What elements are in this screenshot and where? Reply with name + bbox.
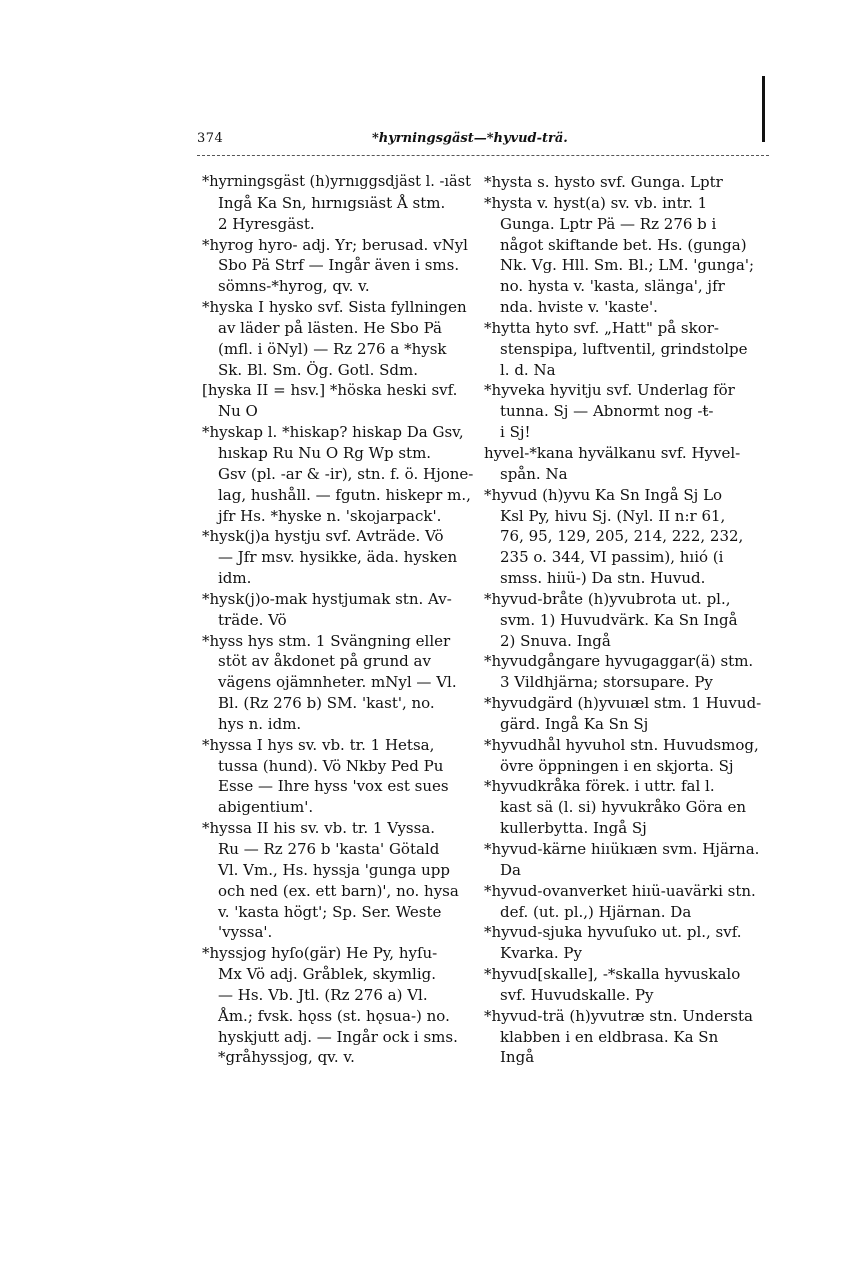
left-continuation-line: 'vyssa'. xyxy=(218,923,273,942)
left-continuation-line: 2 Hyresgäst. xyxy=(218,214,315,233)
right-continuation-line: no. hysta v. 'kasta, slänga', jfr xyxy=(500,277,725,296)
right-continuation-line: Ksl Py, hivu Sj. (Nyl. II n:r 61, xyxy=(500,506,726,525)
left-continuation-line: sömns-*hyrog, qv. v. xyxy=(218,277,370,296)
left-entry-line: [hyska II = hsv.] *höska heski svf. xyxy=(202,381,458,400)
right-continuation-line: 76, 95, 129, 205, 214, 222, 232, xyxy=(500,527,744,546)
right-entry-line: *hytta hyto svf. „Hatt" på skor- xyxy=(484,318,719,337)
left-continuation-line: Bl. (Rz 276 b) SM. 'kast', no. xyxy=(218,694,435,713)
left-continuation-line: och ned (ex. ett barn)', no. hysa xyxy=(218,881,459,900)
right-continuation-line: Nk. Vg. Hll. Sm. Bl.; LM. 'gunga'; xyxy=(500,256,755,275)
right-entry-line: *hyvud-ovanverket hiıü-uavärki stn. xyxy=(484,881,756,900)
right-continuation-line: Da xyxy=(500,860,521,879)
left-continuation-line: träde. Vö xyxy=(218,610,287,629)
page-number: 374 xyxy=(197,131,224,146)
left-continuation-line: (mfl. i öNyl) — Rz 276 a *hysk xyxy=(218,339,447,358)
left-entry-line: *hyss hys stm. 1 Svängning eller xyxy=(202,631,451,650)
right-continuation-line: svm. 1) Huvudvärk. Ka Sn Ingå xyxy=(500,610,738,629)
left-entry-line: *hyssa II his sv. vb. tr. 1 Vyssa. xyxy=(202,819,436,838)
right-entry-line: *hyvudgångare hyvugaggar(ä) stm. xyxy=(484,652,754,671)
right-continuation-line: kast sä (l. si) hyvukråko Göra en xyxy=(500,798,747,817)
left-continuation-line: Nu O xyxy=(218,402,258,421)
right-continuation-line: l. d. Na xyxy=(500,360,556,379)
right-continuation-line: spån. Na xyxy=(500,464,568,483)
right-continuation-line: tunna. Sj — Abnormt nog -ŧ- xyxy=(500,402,714,421)
right-continuation-line: 235 o. 344, VI passim), hıió (i xyxy=(500,548,724,567)
right-continuation-line: kullerbytta. Ingå Sj xyxy=(500,819,647,838)
running-head: *hyrningsgäst—*hyvud-trä. xyxy=(372,131,568,146)
right-column xyxy=(484,172,764,1068)
right-entry-line: *hyvud-trä (h)yvutræ stn. Understa xyxy=(484,1006,753,1025)
right-entry-line: *hyvudhål hyvuhol stn. Huvudsmog, xyxy=(484,735,759,754)
right-continuation-line: nda. hviste v. 'kaste'. xyxy=(500,298,658,317)
left-continuation-line: hıskap Ru Nu O Rg Wp stm. xyxy=(218,443,432,462)
right-continuation-line: Kvarka. Py xyxy=(500,944,582,963)
right-continuation-line: smss. hiıü-) Da stn. Huvud. xyxy=(500,569,706,588)
right-entry-line: *hysta s. hysto svf. Gunga. Lptr xyxy=(484,173,723,191)
header-divider xyxy=(197,155,769,156)
left-continuation-line: Sk. Bl. Sm. Ög. Gotl. Sdm. xyxy=(218,360,418,379)
left-entry-line: *hysk(j)a hystju svf. Avträde. Vö xyxy=(202,527,444,546)
left-continuation-line: vägens ojämnheter. mNyl — Vl. xyxy=(218,673,457,692)
left-continuation-line: av läder på lästen. He Sbo Pä xyxy=(218,318,442,337)
right-continuation-line: gärd. Ingå Ka Sn Sj xyxy=(500,714,649,733)
left-entry-line: *hyrningsgäst (h)yrnıggsdjäst l. -ıäst xyxy=(202,174,471,190)
right-entry-line: *hysta v. hyst(a) sv. vb. intr. 1 xyxy=(484,193,708,212)
left-continuation-line: — Hs. Vb. Jtl. (Rz 276 a) Vl. xyxy=(218,985,428,1004)
right-entry-line: *hyvud (h)yvu Ka Sn Ingå Sj Lo xyxy=(484,485,723,504)
left-entry-line: *hyssjog hyſo(gär) He Py, hyſu- xyxy=(202,944,438,963)
right-continuation-line: 2) Snuva. Ingå xyxy=(500,631,611,650)
left-continuation-line: Esse — Ihre hyss 'vox est sues xyxy=(218,777,449,796)
left-continuation-line: Gsv (pl. -ar & -ir), stn. f. ö. Hjone- xyxy=(218,464,474,483)
right-entry-line: *hyvud-bråte (h)yvubrota ut. pl., xyxy=(484,589,731,608)
left-continuation-line: hys n. idm. xyxy=(218,714,302,733)
left-continuation-line: *gråhyssjog, qv. v. xyxy=(218,1048,355,1067)
left-continuation-line: stöt av åkdonet på grund av xyxy=(218,652,431,671)
right-continuation-line: def. (ut. pl.,) Hjärnan. Da xyxy=(500,902,692,921)
right-entry-line: *hyvud-kärne hiıükıæn svm. Hjärna. xyxy=(484,840,760,858)
right-continuation-line: Gunga. Lptr Pä — Rz 276 b i xyxy=(500,214,717,233)
right-entry-line: *hyveka hyvitju svf. Underlag för xyxy=(484,381,735,400)
right-entry-line: *hyvudgärd (h)yvuıæl stm. 1 Huvud- xyxy=(484,694,762,713)
left-continuation-line: lag, hushåll. — fgutn. hiskepr m., xyxy=(218,485,471,504)
left-continuation-line: hyskjutt adj. — Ingår ock i sms. xyxy=(218,1027,458,1046)
left-continuation-line: v. 'kasta högt'; Sp. Ser. Weste xyxy=(218,902,442,921)
right-continuation-line: stenspipa, luftventil, grindstolpe xyxy=(500,339,748,358)
left-entry-line: *hyskap l. *hiskap? hiskap Da Gsv, xyxy=(202,423,464,442)
right-continuation-line: i Sj! xyxy=(500,423,531,442)
left-continuation-line: tussa (hund). Vö Nkby Ped Pu xyxy=(218,756,444,775)
left-continuation-line: idm. xyxy=(218,569,252,588)
right-entry-line: *hyvud-sjuka hyvuſuko ut. pl., svf. xyxy=(484,923,742,942)
right-continuation-line: klabben i en eldbrasa. Ka Sn xyxy=(500,1027,719,1046)
right-continuation-line: svf. Huvudskalle. Py xyxy=(500,985,654,1004)
left-column xyxy=(202,172,474,1068)
left-continuation-line: Mx Vö adj. Gråblek, skymlig. xyxy=(218,965,437,984)
left-continuation-line: jfr Hs. *hyske n. 'skojarpack'. xyxy=(218,506,442,525)
left-entry-line: *hyrog hyro- adj. Yr; berusad. vNyl xyxy=(202,235,468,254)
left-continuation-line: Ingå Ka Sn, hırnıgsıäst Å stm. xyxy=(218,193,446,212)
right-continuation-line: något skiftande bet. Hs. (gunga) xyxy=(500,235,747,254)
right-entry-line: *hyvudkråka förek. i uttr. fal l. xyxy=(484,777,715,796)
margin-rule xyxy=(762,76,765,142)
right-entry-line: hyvel-*kana hyvälkanu svf. Hyvel- xyxy=(484,443,741,462)
left-continuation-line: Vl. Vm., Hs. hyssja 'gunga upp xyxy=(218,860,450,879)
left-continuation-line: Åm.; fvsk. hǫss (st. hǫsua-) no. xyxy=(218,1006,450,1025)
right-entry-line: *hyvud[skalle], -*skalla hyvuskalo xyxy=(484,965,741,984)
left-continuation-line: abigentium'. xyxy=(218,798,314,817)
left-continuation-line: — Jfr msv. hysikke, äda. hysken xyxy=(218,548,458,567)
right-continuation-line: 3 Vildhjärna; storsupare. Py xyxy=(500,673,713,692)
right-continuation-line: övre öppningen i en skjorta. Sj xyxy=(500,756,734,775)
right-continuation-line: Ingå xyxy=(500,1048,535,1067)
left-entry-line: *hyssa I hys sv. vb. tr. 1 Hetsa, xyxy=(202,735,435,754)
left-continuation-line: Ru — Rz 276 b 'kasta' Götald xyxy=(218,840,440,858)
left-entry-line: *hysk(j)o-mak hystjumak stn. Av- xyxy=(202,589,452,608)
left-entry-line: *hyska I hysko svf. Sista fyllningen xyxy=(202,298,467,317)
left-continuation-line: Sbo Pä Strf — Ingår även i sms. xyxy=(218,256,460,275)
